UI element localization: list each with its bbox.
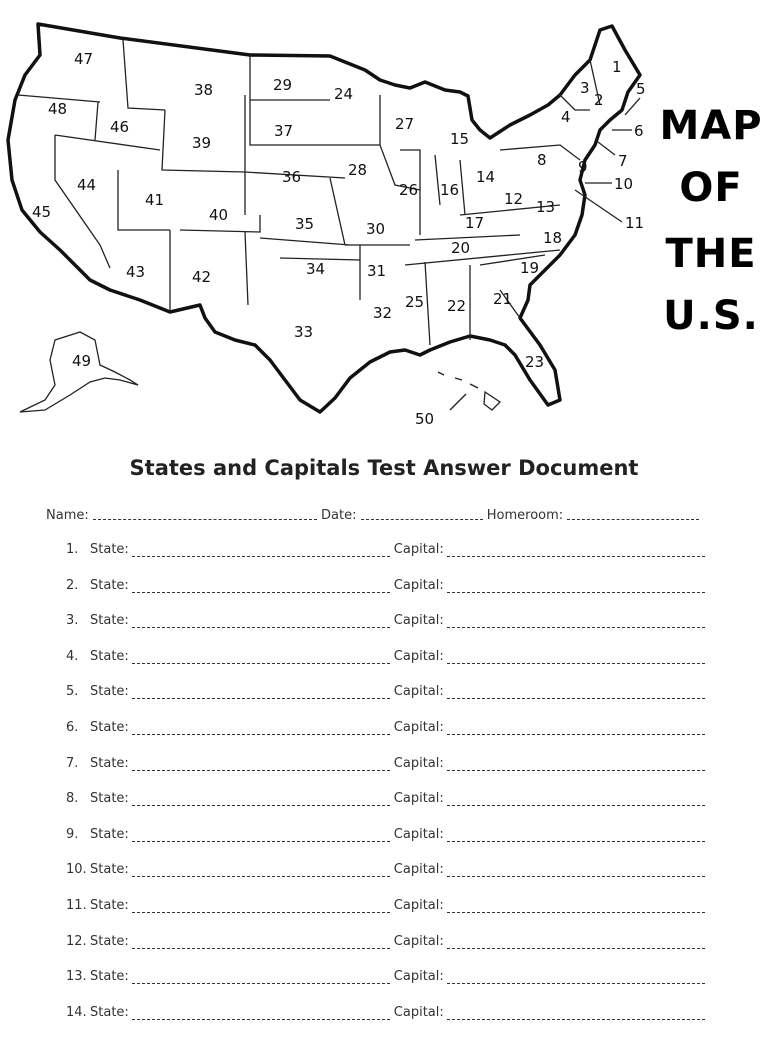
state-label-22: 22 bbox=[447, 297, 467, 315]
state-label: State: bbox=[90, 684, 129, 700]
state-answer-field[interactable] bbox=[132, 934, 390, 949]
state-label-4: 4 bbox=[561, 108, 571, 126]
alaska-shape bbox=[20, 332, 138, 412]
state-label-5: 5 bbox=[636, 80, 646, 98]
state-label: State: bbox=[90, 542, 129, 557]
state-answer-field[interactable] bbox=[132, 1005, 390, 1020]
answer-number: 12. bbox=[66, 933, 87, 949]
state-label-35: 35 bbox=[295, 215, 315, 233]
map-title-line-1: MAP bbox=[659, 103, 763, 149]
map-title-line-2: OF bbox=[679, 165, 743, 211]
state-answer-field[interactable] bbox=[132, 542, 390, 557]
state-label-38: 38 bbox=[194, 81, 214, 99]
state-label-31: 31 bbox=[367, 262, 387, 280]
capital-answer-field[interactable] bbox=[447, 542, 705, 557]
answer-row bbox=[66, 578, 726, 614]
capital-label: Capital: bbox=[393, 791, 444, 807]
state-label-44: 44 bbox=[77, 176, 97, 194]
state-label: State: bbox=[90, 933, 129, 949]
capital-answer-field[interactable] bbox=[447, 862, 705, 877]
state-answer-field[interactable] bbox=[132, 613, 390, 628]
capital-answer-field[interactable] bbox=[447, 756, 705, 771]
state-label: State: bbox=[90, 1004, 129, 1020]
state-label-30: 30 bbox=[366, 220, 386, 238]
answer-number: 11. bbox=[66, 897, 87, 913]
capital-answer-field[interactable] bbox=[447, 791, 705, 806]
state-label-40: 40 bbox=[209, 206, 229, 224]
state-label-50: 50 bbox=[415, 410, 435, 428]
hawaii-shape bbox=[438, 372, 500, 410]
state-label-13: 13 bbox=[536, 198, 556, 216]
state-label-42: 42 bbox=[192, 268, 212, 286]
capital-answer-field[interactable] bbox=[447, 934, 705, 949]
answer-number: 13. bbox=[66, 969, 87, 985]
state-label-3: 3 bbox=[580, 79, 590, 97]
answer-row bbox=[66, 756, 726, 792]
state-label-33: 33 bbox=[294, 323, 314, 341]
state-answer-field[interactable] bbox=[132, 684, 390, 699]
name-label: Name: bbox=[46, 508, 89, 523]
capital-answer-field[interactable] bbox=[447, 649, 705, 664]
state-label-14: 14 bbox=[476, 168, 496, 186]
capital-label: Capital: bbox=[393, 719, 444, 735]
state-label-29: 29 bbox=[273, 76, 293, 94]
state-label: State: bbox=[90, 613, 129, 629]
document-title: States and Capitals Test Answer Document bbox=[129, 456, 639, 480]
state-label-17: 17 bbox=[465, 214, 485, 232]
us-map bbox=[0, 0, 768, 440]
map-title-line-4: U.S. bbox=[663, 293, 759, 339]
answer-row bbox=[66, 649, 726, 685]
state-label-34: 34 bbox=[306, 260, 326, 278]
state-label: State: bbox=[90, 826, 129, 842]
answer-row bbox=[66, 827, 726, 863]
us-outline bbox=[8, 24, 640, 412]
state-answer-field[interactable] bbox=[132, 649, 390, 664]
answer-list bbox=[66, 542, 726, 1040]
state-label-46: 46 bbox=[110, 118, 130, 136]
answer-number: 9. bbox=[66, 826, 79, 842]
answer-number: 10. bbox=[66, 862, 87, 878]
state-label-20: 20 bbox=[451, 239, 471, 257]
state-label-37: 37 bbox=[274, 122, 294, 140]
capital-answer-field[interactable] bbox=[447, 898, 705, 913]
answer-row bbox=[66, 898, 726, 934]
capital-answer-field[interactable] bbox=[447, 684, 705, 699]
state-label-19: 19 bbox=[520, 259, 540, 277]
answer-number: 7. bbox=[66, 755, 79, 771]
state-label: State: bbox=[90, 791, 129, 807]
state-label-2: 2 bbox=[594, 91, 604, 109]
capital-label: Capital: bbox=[393, 826, 444, 842]
capital-label: Capital: bbox=[393, 933, 444, 949]
state-label: State: bbox=[90, 755, 129, 771]
answer-row bbox=[66, 1005, 726, 1040]
state-label-25: 25 bbox=[405, 293, 425, 311]
answer-number: 3. bbox=[66, 613, 79, 629]
state-label-48: 48 bbox=[48, 100, 68, 118]
capital-answer-field[interactable] bbox=[447, 613, 705, 628]
capital-label: Capital: bbox=[393, 648, 444, 664]
capital-label: Capital: bbox=[393, 969, 444, 985]
state-label-39: 39 bbox=[192, 134, 212, 152]
state-answer-field[interactable] bbox=[132, 827, 390, 842]
state-label: State: bbox=[90, 862, 129, 878]
state-label-7: 7 bbox=[618, 152, 628, 170]
capital-answer-field[interactable] bbox=[447, 1005, 705, 1020]
answer-row bbox=[66, 613, 726, 649]
state-answer-field[interactable] bbox=[132, 898, 390, 913]
capital-label: Capital: bbox=[393, 862, 444, 878]
capital-answer-field[interactable] bbox=[447, 578, 705, 593]
state-label-36: 36 bbox=[282, 168, 302, 186]
state-label-28: 28 bbox=[348, 161, 368, 179]
capital-label: Capital: bbox=[393, 542, 444, 557]
answer-number: 6. bbox=[66, 719, 79, 735]
arrows bbox=[450, 98, 640, 410]
state-label-15: 15 bbox=[450, 130, 470, 148]
answer-number: 1. bbox=[66, 542, 79, 557]
state-label-23: 23 bbox=[525, 353, 545, 371]
state-label-41: 41 bbox=[145, 191, 165, 209]
state-label-21: 21 bbox=[493, 290, 513, 308]
capital-answer-field[interactable] bbox=[447, 969, 705, 984]
state-label: State: bbox=[90, 719, 129, 735]
answer-row bbox=[66, 720, 726, 756]
state-label-8: 8 bbox=[537, 151, 547, 169]
answer-row bbox=[66, 934, 726, 970]
state-label-9: 9 bbox=[578, 158, 588, 176]
answer-number: 8. bbox=[66, 791, 79, 807]
homeroom-label: Homeroom: bbox=[486, 508, 564, 523]
answer-number: 4. bbox=[66, 648, 79, 664]
state-label: State: bbox=[90, 969, 129, 985]
answer-row bbox=[66, 684, 726, 720]
state-answer-field[interactable] bbox=[132, 720, 390, 735]
capital-answer-field[interactable] bbox=[447, 827, 705, 842]
answer-number: 5. bbox=[66, 684, 79, 700]
answer-row bbox=[66, 791, 726, 827]
state-label-11: 11 bbox=[625, 214, 645, 232]
date-label: Date: bbox=[321, 508, 357, 523]
state-answer-field[interactable] bbox=[132, 578, 390, 593]
answer-row bbox=[66, 542, 726, 578]
answer-number: 14. bbox=[66, 1004, 87, 1020]
map-title-line-3: THE bbox=[665, 231, 757, 277]
student-info-row bbox=[46, 507, 728, 523]
state-label-10: 10 bbox=[614, 175, 634, 193]
state-label-47: 47 bbox=[74, 50, 94, 68]
state-answer-field[interactable] bbox=[132, 756, 390, 771]
state-label-24: 24 bbox=[334, 85, 354, 103]
date-field[interactable] bbox=[361, 507, 483, 520]
state-label-6: 6 bbox=[634, 122, 644, 140]
capital-label: Capital: bbox=[393, 755, 444, 771]
capital-label: Capital: bbox=[393, 684, 444, 700]
answer-number: 2. bbox=[66, 577, 79, 593]
state-label-26: 26 bbox=[399, 181, 419, 199]
state-answer-field[interactable] bbox=[132, 969, 390, 984]
state-label-16: 16 bbox=[440, 181, 460, 199]
state-label-18: 18 bbox=[543, 229, 563, 247]
capital-label: Capital: bbox=[393, 613, 444, 629]
homeroom-field[interactable] bbox=[567, 507, 699, 520]
state-label-32: 32 bbox=[373, 304, 393, 322]
state-label-43: 43 bbox=[126, 263, 146, 281]
state-answer-field[interactable] bbox=[132, 862, 390, 877]
answer-row bbox=[66, 862, 726, 898]
capital-label: Capital: bbox=[393, 577, 444, 593]
name-field[interactable] bbox=[93, 507, 317, 520]
state-label: State: bbox=[90, 897, 129, 913]
state-label-1: 1 bbox=[612, 58, 622, 76]
state-label-27: 27 bbox=[395, 115, 415, 133]
state-label-12: 12 bbox=[504, 190, 524, 208]
capital-label: Capital: bbox=[393, 897, 444, 913]
state-answer-field[interactable] bbox=[132, 791, 390, 806]
answer-row bbox=[66, 969, 726, 1005]
state-label: State: bbox=[90, 648, 129, 664]
state-label-45: 45 bbox=[32, 203, 52, 221]
capital-label: Capital: bbox=[393, 1004, 444, 1020]
state-label: State: bbox=[90, 577, 129, 593]
state-label-49: 49 bbox=[72, 352, 92, 370]
capital-answer-field[interactable] bbox=[447, 720, 705, 735]
